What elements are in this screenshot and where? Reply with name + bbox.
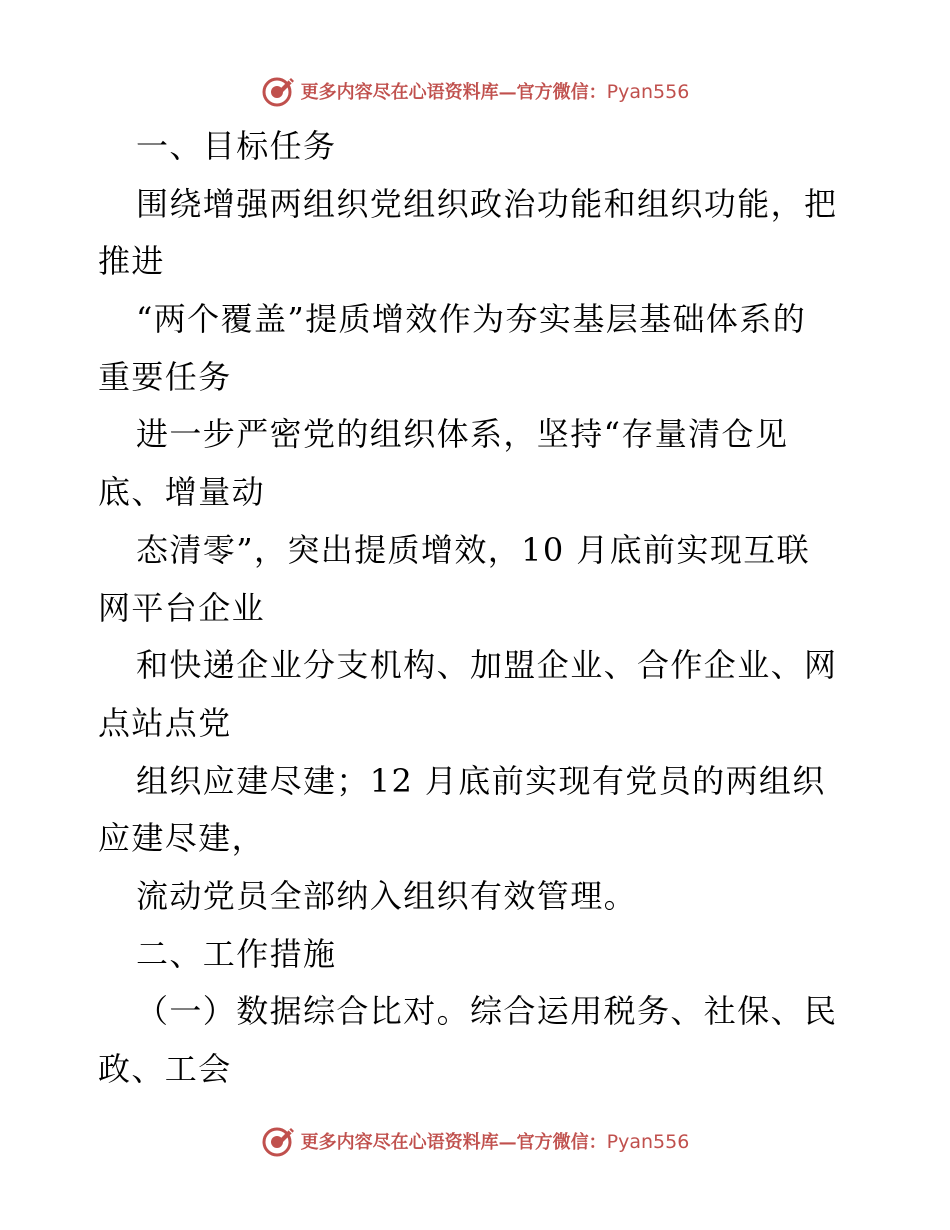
text-line: 围绕增强两组织党组织政治功能和组织功能，把 [136,184,838,223]
header-watermark [0,71,950,111]
text-line: 组织应建尽建；12 月底前实现有党员的两组织 [136,761,826,800]
text-line: 点站点党 [98,703,232,742]
text-line: 和快递企业分支机构、加盟企业、合作企业、网 [136,646,838,685]
pen-logo-icon [261,1124,295,1158]
pen-logo-icon [261,74,295,108]
text-line: 一、目标任务 [136,127,337,165]
text-line: “两个覆盖”提质增效作为夯实基层基础体系的 [136,300,807,339]
text-line: 二、工作措施 [136,934,337,973]
text-line: （一）数据综合比对。综合运用税务、社保、民 [136,992,838,1031]
text-line: 重要任务 [98,357,232,396]
text-line: 推进 [98,242,165,281]
watermark-text: 更多内容尽在心语资料库—官方微信：Pyan556 [300,81,690,103]
text-line: 应建尽建， [98,819,266,858]
text-line: 态清零”，突出提质增效，10 月底前实现互联 [136,530,811,569]
text-line: 政、工会 [98,1050,232,1088]
text-line: 网平台企业 [98,588,266,627]
document-body [98,118,858,1099]
text-line: 底、增量动 [98,473,266,512]
text-line: 进一步严密党的组织体系，坚持“存量清仓见 [136,415,789,454]
text-line: 流动党员全部纳入组织有效管理。 [136,876,638,915]
footer-watermark [0,1121,950,1161]
watermark-text: 更多内容尽在心语资料库—官方微信：Pyan556 [300,1131,690,1153]
